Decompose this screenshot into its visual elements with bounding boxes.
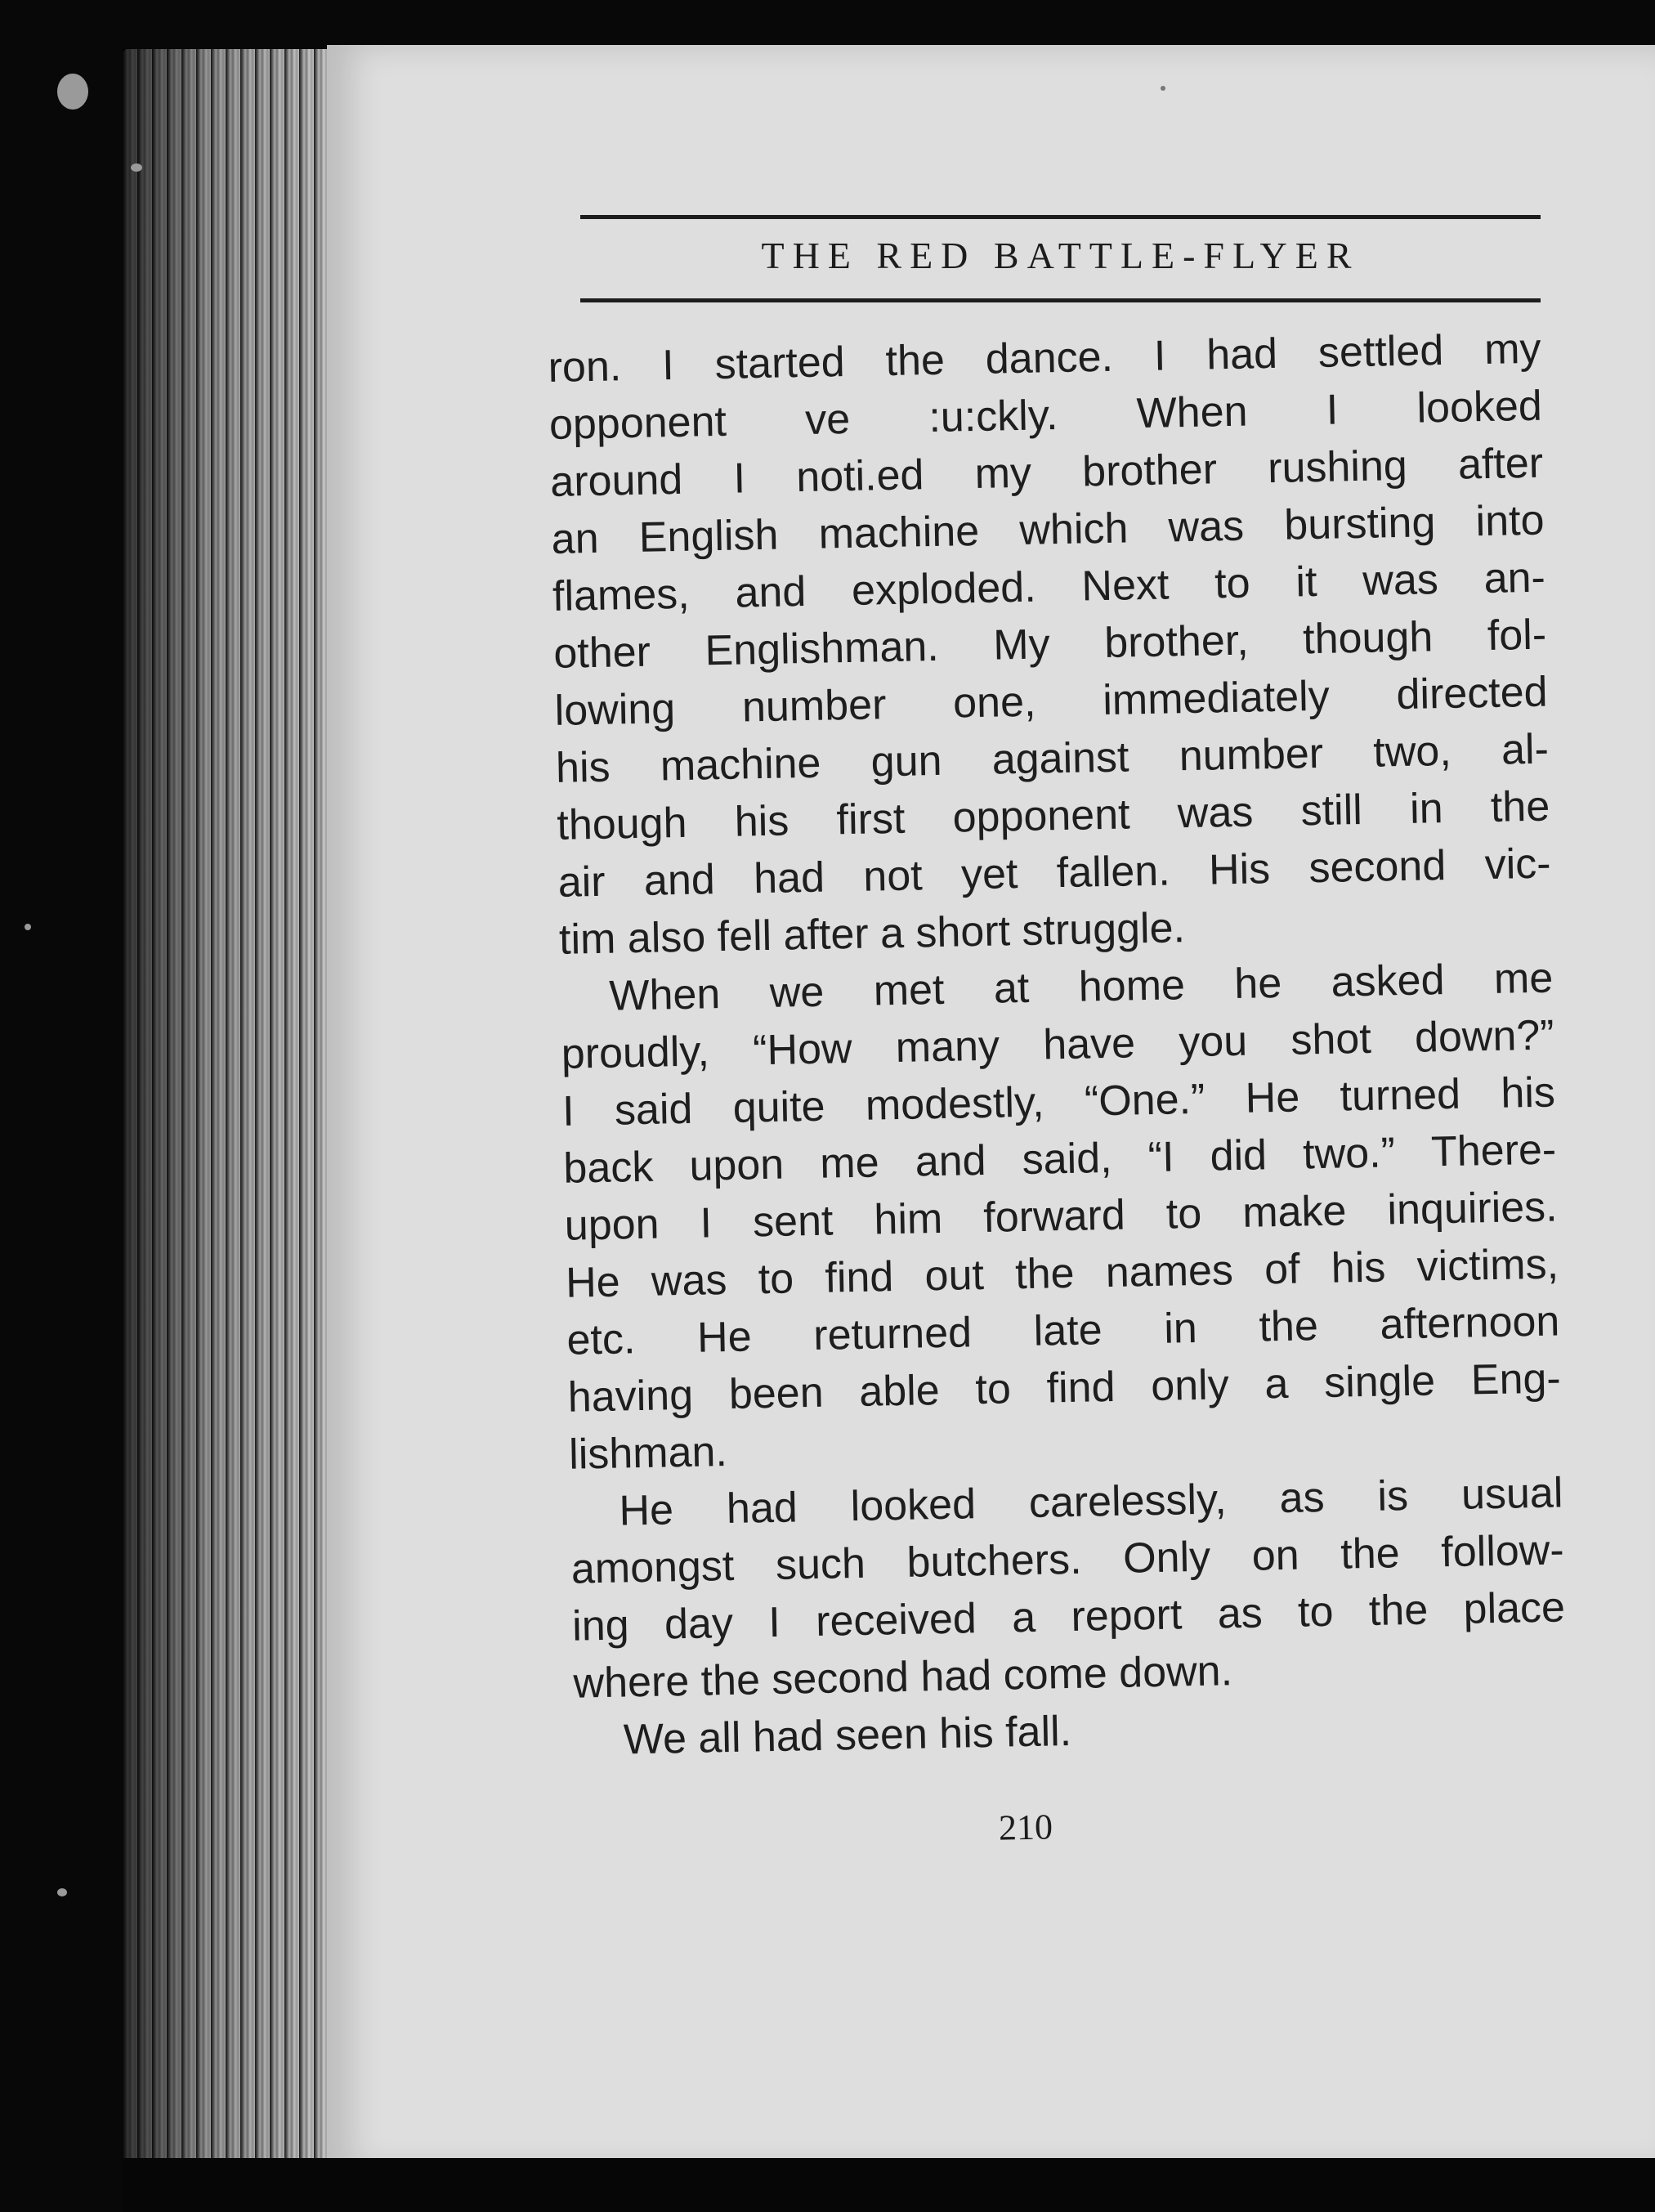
running-head: THE RED BATTLE-FLYER (761, 235, 1360, 276)
text-line: upon I sent him forward to make inquiries. (564, 1183, 1559, 1250)
paragraph (560, 950, 1563, 1484)
text-line: proudly, “How many have you shot down?” (561, 1011, 1555, 1078)
header-rule-bottom (580, 298, 1541, 302)
text-line: flames, and exploded. Next to it was an- (552, 553, 1546, 620)
text-line: lowing number one, immediately directed (554, 668, 1549, 735)
page-edges (123, 49, 343, 2166)
text-line: lishman. (568, 1428, 728, 1479)
body-text (548, 320, 1568, 1770)
text-line: He was to find out the names of his victims, (565, 1240, 1559, 1307)
text-line: air and had not yet fallen. His second vic- (557, 840, 1552, 907)
text-line: having been able to find only a single Eng- (567, 1355, 1562, 1422)
paragraph (570, 1464, 1567, 1712)
text-line: amongst such butchers. Only on the follow- (570, 1526, 1565, 1593)
text-line: I said quite modestly, “One.” He turned his (561, 1068, 1556, 1135)
text-line: ron. I started the dance. I had settled my (548, 325, 1542, 392)
text-line: where the second had come down. (573, 1647, 1233, 1708)
text-line: around I noti.ed my brother rushing after (549, 439, 1544, 506)
text-line: When we met at home he asked me (608, 954, 1554, 1020)
page-number: 210 (998, 1807, 1053, 1848)
bottom-shadow (123, 2158, 1655, 2212)
text-line: etc. He returned late in the afternoon (566, 1297, 1560, 1364)
text-line: other Englishman. My brother, though fol- (552, 611, 1547, 678)
header-rule-top (580, 215, 1541, 219)
text-line: an English machine which was bursting into (551, 496, 1545, 563)
text-line: ing day I received a report as to the place (571, 1583, 1566, 1650)
text-line: tim also fell after a short struggle. (558, 904, 1186, 964)
text-line: We all had seen his fall. (623, 1708, 1072, 1764)
text-line: He had looked carelessly, as is usual (618, 1469, 1563, 1535)
paragraph (548, 320, 1553, 969)
text-line: his machine gun against number two, al- (555, 725, 1550, 792)
text-line: opponent ve :u:ckly. When I looked (548, 382, 1543, 449)
text-line: back upon me and said, “I did two.” There- (562, 1126, 1557, 1193)
text-line: though his first opponent was still in the (556, 782, 1550, 849)
